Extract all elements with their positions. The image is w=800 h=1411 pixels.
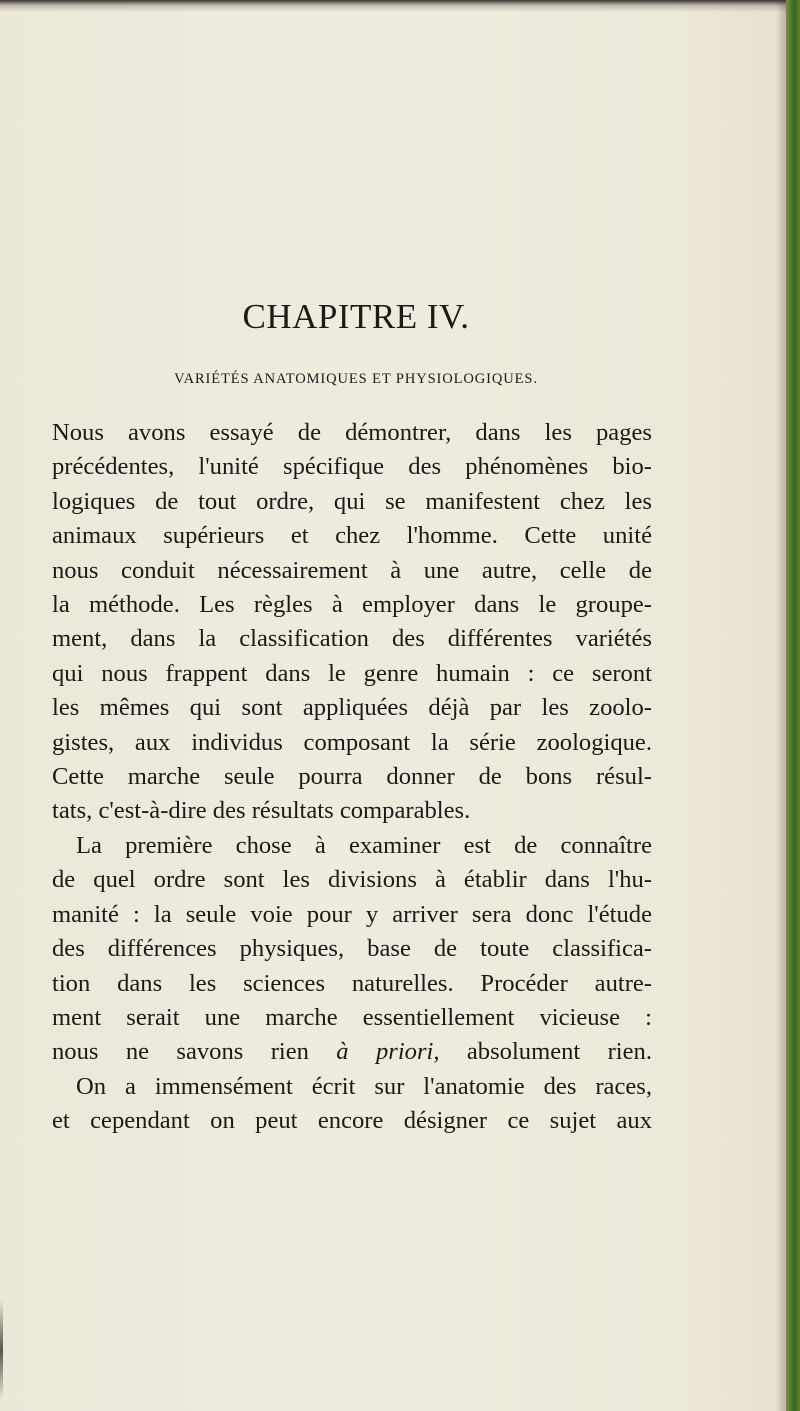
- text-line: les mêmes qui sont appliquées déjà par les zoolo-: [52, 694, 652, 722]
- text-line: manité : la seule voie pour y arriver sera donc l'étude: [52, 900, 652, 928]
- text-line: [52, 1035, 652, 1069]
- text-line: ment serait une marche essentiellement vicieuse :: [52, 1003, 652, 1031]
- page-top-shadow: [0, 0, 800, 12]
- text-line: On a immensément écrit sur l'anatomie des races,: [76, 1072, 652, 1100]
- italic-phrase: à priori,: [336, 1038, 440, 1066]
- text-line: de quel ordre sont les divisions à établir dans l'hu-: [52, 866, 652, 894]
- body-text: [52, 416, 652, 1139]
- text-line: tats, c'est-à-dire des résultats comparables.: [52, 797, 471, 825]
- text-line: Nous avons essayé de démontrer, dans les pages: [52, 419, 652, 446]
- text-line: des différences physiques, base de toute classifica-: [52, 935, 652, 963]
- page-gutter-shadow: [776, 0, 786, 1411]
- text-line: la méthode. Les règles à employer dans le groupe-: [52, 591, 652, 619]
- text-line: qui nous frappent dans le genre humain : ce seront: [52, 659, 652, 687]
- text-line: Cette marche seule pourra donner de bons résul-: [52, 763, 652, 791]
- text-line: logiques de tout ordre, qui se manifestent chez les: [52, 487, 652, 515]
- page-left-mark: [0, 1300, 3, 1400]
- text-line: gistes, aux individus composant la série zoologique.: [52, 728, 652, 756]
- chapter-subtitle: VARIÉTÉS ANATOMIQUES ET PHYSIOLOGIQUES.: [174, 371, 538, 387]
- chapter-title: CHAPITRE IV.: [242, 297, 470, 336]
- text-line: La première chose à examiner est de connaître: [76, 831, 652, 859]
- text-line: précédentes, l'unité spécifique des phénomènes bio-: [52, 453, 652, 481]
- text-line: tion dans les sciences naturelles. Procéder autre-: [52, 969, 652, 997]
- text-line: nous conduit nécessairement à une autre, celle de: [52, 556, 652, 584]
- text-line: animaux supérieurs et chez l'homme. Cette unité: [52, 522, 652, 550]
- book-cover-edge: [786, 0, 800, 1411]
- text-line: et cependant on peut encore désigner ce sujet aux: [52, 1107, 652, 1135]
- text-line: ment, dans la classification des différentes variétés: [52, 625, 652, 653]
- text-segment: nous ne savons rien: [52, 1038, 337, 1066]
- text-segment: absolument rien.: [439, 1038, 653, 1066]
